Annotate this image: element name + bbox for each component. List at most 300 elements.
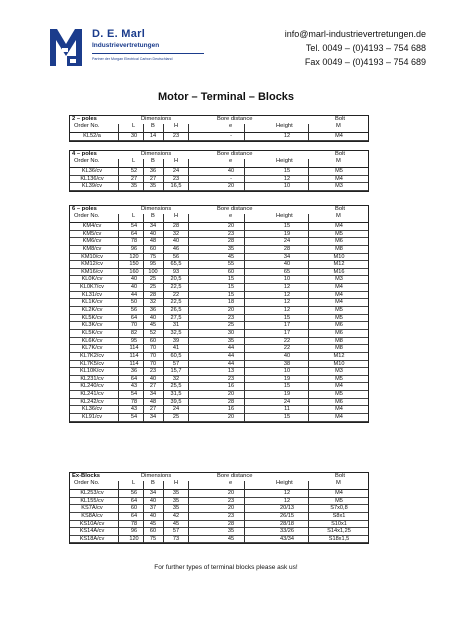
b-cell: 40	[149, 375, 157, 382]
table-row	[70, 490, 368, 498]
b-cell: 37	[149, 505, 157, 512]
table-row	[70, 238, 368, 246]
l-cell: 40	[130, 284, 138, 291]
table-row	[70, 322, 368, 330]
l-cell: 95	[130, 337, 138, 344]
col-b-header: B	[151, 480, 155, 486]
e-cell: 20	[227, 505, 235, 512]
e-cell: 15	[227, 284, 235, 291]
order-no-cell: KL36/cv	[81, 406, 103, 413]
column-divider	[244, 214, 245, 422]
l-cell: 150	[129, 261, 139, 268]
order-no-cell: KL240/cv	[80, 383, 104, 390]
m-cell: M4	[335, 291, 343, 298]
l-cell: 114	[129, 360, 139, 367]
l-cell: 96	[130, 528, 138, 535]
group-label: 6 – poles	[72, 206, 97, 212]
b-cell: 40	[149, 314, 157, 321]
height-cell: 15	[283, 223, 291, 229]
l-cell: 78	[130, 520, 138, 527]
h-cell: 65,5	[170, 261, 182, 268]
order-no-cell: KL5K/cv	[81, 329, 103, 336]
table-row	[70, 414, 368, 422]
column-divider	[244, 159, 245, 191]
fax-number: Fax 0049 – (0)4193 – 754 689	[304, 57, 426, 67]
col-b-header: B	[151, 158, 155, 164]
height-cell: 22	[283, 345, 291, 352]
b-cell: 34	[149, 414, 157, 421]
height-cell: 19	[283, 391, 291, 398]
b-cell: 34	[149, 391, 157, 398]
e-cell: 15	[227, 291, 235, 298]
table-row	[70, 246, 368, 254]
terminal-table	[69, 205, 369, 423]
b-cell: 70	[149, 345, 157, 352]
l-cell: 120	[129, 535, 139, 542]
e-cell: 35	[227, 337, 235, 344]
e-cell: 60	[227, 268, 235, 275]
b-cell: 52	[149, 329, 157, 336]
e-cell: 20	[227, 183, 235, 190]
height-cell: 12	[283, 490, 291, 496]
height-cell: 26/15	[280, 512, 294, 519]
l-cell: 56	[130, 490, 138, 496]
m-cell: M6	[335, 238, 343, 245]
table-header	[70, 473, 368, 490]
h-cell: 32,5	[170, 329, 182, 336]
height-cell: 22	[283, 337, 291, 344]
b-cell: 36	[149, 168, 157, 174]
m-cell: M5	[335, 230, 343, 237]
l-cell: 70	[130, 322, 138, 329]
order-no-cell: KL0K/cv	[81, 276, 103, 283]
height-cell: 40	[283, 352, 291, 359]
b-cell: 36	[149, 307, 157, 314]
height-cell: 10	[283, 368, 291, 375]
col-h-header: H	[174, 480, 179, 486]
column-divider	[308, 481, 309, 543]
m-cell: M5	[335, 391, 343, 398]
height-header: Height	[276, 158, 293, 164]
l-cell: 36	[130, 368, 138, 375]
l-cell: 54	[130, 414, 138, 421]
terminal-table	[69, 150, 369, 192]
l-cell: 96	[130, 245, 138, 252]
company-subtitle: Industrievertretungen	[92, 42, 160, 49]
order-no-cell: KS8A/cv	[81, 512, 103, 519]
table-row	[70, 168, 368, 176]
m-cell: M3	[335, 276, 343, 283]
table-row	[70, 383, 368, 391]
b-cell: 25	[149, 284, 157, 291]
b-cell: 75	[149, 535, 157, 542]
company-logo	[48, 26, 84, 68]
b-cell: 60	[149, 245, 157, 252]
e-cell: 15	[227, 276, 235, 283]
h-cell: 32	[172, 375, 180, 382]
h-cell: 31,5	[170, 391, 182, 398]
h-cell: 24	[172, 406, 180, 413]
h-cell: 22,5	[170, 299, 182, 306]
column-divider	[188, 124, 189, 141]
b-cell: 34	[149, 223, 157, 229]
h-cell: 27,5	[170, 314, 182, 321]
m-cell: M4	[335, 490, 343, 496]
order-no-cell: KL5K/cv	[81, 314, 103, 321]
l-cell: 40	[130, 276, 138, 283]
m-cell: M6	[335, 322, 343, 329]
e-cell: -	[230, 175, 232, 182]
height-cell: 12	[283, 307, 291, 314]
height-cell: 17	[283, 329, 291, 336]
height-cell: 28	[283, 245, 291, 252]
order-no-cell: KL31/cv	[81, 291, 103, 298]
table-row	[70, 299, 368, 307]
table-row	[70, 176, 368, 184]
order-no-header: Order No.	[74, 123, 100, 129]
column-divider	[163, 159, 164, 191]
dimensions-header: Dimensions	[141, 473, 172, 479]
l-cell: 35	[130, 183, 138, 190]
table-row	[70, 292, 368, 300]
b-cell: 60	[149, 528, 157, 535]
order-no-cell: KL231/cv	[80, 375, 104, 382]
m-cell: M5	[335, 307, 343, 314]
order-no-cell: KM8/cv	[82, 245, 102, 252]
footer-note: For further types of terminal blocks please ask us!	[154, 564, 298, 571]
column-divider	[143, 159, 144, 191]
height-cell: 19	[283, 230, 291, 237]
e-cell: 28	[227, 238, 235, 245]
m-cell: M4	[335, 175, 343, 182]
h-cell: 39	[172, 337, 180, 344]
order-no-cell: KL0K7/cv	[80, 284, 104, 291]
order-no-cell: KL10K/cv	[80, 368, 104, 375]
table-row	[70, 315, 368, 323]
col-h-header: H	[174, 123, 179, 129]
order-no-header: Order No.	[74, 480, 100, 486]
table-row	[70, 353, 368, 361]
m-cell: S18x1,5	[328, 535, 350, 542]
h-cell: 20,5	[170, 276, 182, 283]
column-divider	[188, 214, 189, 422]
h-cell: 57	[172, 360, 180, 367]
column-divider	[244, 124, 245, 141]
dimensions-header: Dimensions	[141, 151, 172, 157]
column-divider	[143, 481, 144, 543]
column-divider	[118, 481, 119, 543]
m-cell: M4	[335, 133, 343, 139]
e-cell: 35	[227, 528, 235, 535]
l-cell: 64	[130, 314, 138, 321]
l-cell: 120	[129, 253, 139, 260]
h-cell: 24	[172, 168, 180, 174]
table-row	[70, 399, 368, 407]
table-header	[70, 206, 368, 223]
column-divider	[244, 481, 245, 543]
m-cell: M8	[335, 245, 343, 252]
order-no-cell: KL36/cv	[81, 168, 103, 174]
col-l-header: L	[132, 158, 136, 164]
m-cell: M4	[335, 284, 343, 291]
l-cell: 64	[130, 497, 138, 504]
height-cell: 34	[283, 253, 291, 260]
table-row	[70, 261, 368, 269]
height-cell: 24	[283, 398, 291, 405]
b-cell: 40	[149, 230, 157, 237]
table-row	[70, 376, 368, 384]
m-cell: M3	[335, 368, 343, 375]
b-cell: 75	[149, 253, 157, 260]
col-h-header: H	[174, 158, 179, 164]
order-no-cell: KL242/cv	[80, 398, 104, 405]
table-row	[70, 254, 368, 262]
h-cell: 35	[172, 497, 180, 504]
height-header: Height	[276, 480, 293, 486]
e-cell: 23	[227, 375, 235, 382]
bolt-header: Bolt	[335, 151, 345, 157]
b-cell: 28	[149, 291, 157, 298]
h-cell: 22	[172, 291, 180, 298]
l-cell: 43	[130, 383, 138, 390]
height-cell: 17	[283, 322, 291, 329]
bore-distance-header: Bore distance	[217, 473, 253, 479]
height-cell: 15	[283, 383, 291, 390]
e-cell: 16	[227, 406, 235, 413]
table-row	[70, 231, 368, 239]
height-cell: 38	[283, 360, 291, 367]
dimensions-header: Dimensions	[141, 206, 172, 212]
b-cell: 48	[149, 238, 157, 245]
height-cell: 28/18	[280, 520, 294, 527]
column-divider	[188, 481, 189, 543]
table-row	[70, 391, 368, 399]
h-cell: 16,5	[170, 183, 182, 190]
e-cell: 28	[227, 520, 235, 527]
contact-block	[285, 27, 426, 69]
e-cell: 20	[227, 391, 235, 398]
table-row	[70, 513, 368, 521]
h-cell: 56	[172, 253, 180, 260]
m-cell: M5	[335, 314, 343, 321]
l-cell: 54	[130, 223, 138, 229]
b-cell: 70	[149, 360, 157, 367]
height-cell: 12	[283, 133, 291, 139]
b-cell: 48	[149, 398, 157, 405]
order-no-cell: KM5/cv	[82, 230, 102, 237]
b-cell: 35	[149, 183, 157, 190]
height-cell: 65	[283, 268, 291, 275]
col-h-header: H	[174, 213, 179, 219]
h-cell: 31	[172, 322, 180, 329]
h-cell: 42	[172, 512, 180, 519]
column-divider	[118, 159, 119, 191]
table-row	[70, 536, 368, 544]
column-divider	[163, 481, 164, 543]
bore-distance-header: Bore distance	[217, 151, 253, 157]
m-cell: M12	[333, 352, 345, 359]
bolt-header: Bolt	[335, 116, 345, 122]
order-no-cell: KL1K/cv	[81, 299, 103, 306]
order-no-cell: KS18A/cv	[79, 535, 105, 542]
l-cell: 44	[130, 291, 138, 298]
l-cell: 78	[130, 398, 138, 405]
h-cell: 35	[172, 505, 180, 512]
m-cell: M4	[335, 299, 343, 306]
l-cell: 27	[130, 175, 138, 182]
b-cell: 25	[149, 276, 157, 283]
terminal-table	[69, 115, 369, 142]
bolt-header: Bolt	[335, 473, 345, 479]
table-row	[70, 133, 368, 141]
l-cell: 114	[129, 345, 139, 352]
height-header: Height	[276, 213, 293, 219]
column-divider	[188, 159, 189, 191]
col-b-header: B	[151, 123, 155, 129]
group-label: 4 – poles	[72, 151, 97, 157]
l-cell: 64	[130, 375, 138, 382]
l-cell: 114	[129, 352, 139, 359]
l-cell: 56	[130, 307, 138, 314]
h-cell: 45	[172, 520, 180, 527]
height-header: Height	[276, 123, 293, 129]
m-cell: M4	[335, 223, 343, 229]
height-cell: 33/26	[280, 528, 294, 535]
h-cell: 93	[172, 268, 180, 275]
order-no-cell: KL155/cv	[80, 497, 104, 504]
height-cell: 19	[283, 375, 291, 382]
column-divider	[118, 124, 119, 141]
e-cell: 30	[227, 329, 235, 336]
m-cell: M8	[335, 337, 343, 344]
h-cell: 22,5	[170, 284, 182, 291]
order-no-cell: KL39/cv	[81, 183, 103, 190]
table-row	[70, 183, 368, 191]
e-cell: 23	[227, 230, 235, 237]
col-m-header: M	[336, 123, 341, 129]
m-cell: M3	[335, 183, 343, 190]
dimensions-header: Dimensions	[141, 116, 172, 122]
bore-distance-header: Bore distance	[217, 206, 253, 212]
h-cell: 60,5	[170, 352, 182, 359]
table-row	[70, 330, 368, 338]
e-cell: 20	[227, 490, 235, 496]
height-cell: 10	[283, 183, 291, 190]
col-l-header: L	[132, 480, 136, 486]
l-cell: 52	[130, 168, 138, 174]
e-cell: 44	[227, 360, 235, 367]
company-tagline: Partner der Morgan Electrical Carbon Deutschland	[92, 57, 173, 61]
order-no-cell: KL241/cv	[80, 391, 104, 398]
height-cell: 12	[283, 284, 291, 291]
order-no-cell: KM6/cv	[82, 238, 102, 245]
h-cell: 25,5	[170, 383, 182, 390]
column-divider	[118, 214, 119, 422]
m-cell: S8x1	[332, 512, 346, 519]
email-link[interactable]: info@marl-industrievertretungen.de	[284, 29, 426, 39]
h-cell: 25	[172, 414, 180, 421]
e-cell: 55	[227, 261, 235, 268]
l-cell: 160	[129, 268, 139, 275]
page-title: Motor – Terminal – Blocks	[157, 91, 295, 103]
m-cell: M4	[335, 383, 343, 390]
column-divider	[308, 214, 309, 422]
e-cell: 45	[227, 253, 235, 260]
h-cell: 23	[172, 175, 180, 182]
phone-number: Tel. 0049 – (0)4193 – 754 688	[305, 43, 426, 53]
e-cell: 20	[227, 307, 235, 314]
height-cell: 12	[283, 175, 291, 182]
e-cell: 13	[227, 368, 235, 375]
column-divider	[308, 124, 309, 141]
order-no-cell: KL7K5/cv	[80, 360, 104, 367]
m-cell: S14x1,25	[327, 528, 351, 535]
group-label: Ex-Blocks	[72, 473, 101, 479]
h-cell: 40	[172, 238, 180, 245]
group-label: 2 – poles	[72, 116, 97, 122]
order-no-cell: KS14A/cv	[79, 528, 105, 535]
m-cell: S10x1	[331, 520, 347, 527]
b-cell: 45	[149, 322, 157, 329]
e-cell: 23	[227, 497, 235, 504]
order-no-cell: KL91/cv	[81, 414, 103, 421]
height-cell: 15	[283, 314, 291, 321]
order-no-cell: KL6K/cv	[81, 337, 103, 344]
col-e-header: e	[229, 213, 233, 219]
order-no-cell: KS7A/cv	[81, 505, 103, 512]
col-m-header: M	[336, 213, 341, 219]
col-m-header: M	[336, 158, 341, 164]
height-cell: 20/13	[280, 505, 294, 512]
e-cell: 20	[227, 223, 235, 229]
order-no-cell: KL2K/cv	[81, 307, 103, 314]
table-row	[70, 307, 368, 315]
table-row	[70, 368, 368, 376]
order-no-cell: KL7K/cv	[81, 345, 103, 352]
height-cell: 12	[283, 291, 291, 298]
h-cell: 41	[172, 345, 180, 352]
e-cell: 44	[227, 352, 235, 359]
table-row	[70, 284, 368, 292]
l-cell: 64	[130, 512, 138, 519]
column-divider	[163, 214, 164, 422]
l-cell: 54	[130, 391, 138, 398]
m-cell: M5	[335, 168, 343, 174]
order-no-cell: KL3K/cv	[81, 322, 103, 329]
h-cell: 46	[172, 245, 180, 252]
height-cell: 12	[283, 299, 291, 306]
order-no-cell: KL136/cv	[80, 175, 104, 182]
e-cell: 44	[227, 345, 235, 352]
l-cell: 43	[130, 406, 138, 413]
b-cell: 32	[149, 299, 157, 306]
table-row	[70, 521, 368, 529]
order-no-cell: KM4/cv	[82, 223, 102, 229]
m-cell: M6	[335, 398, 343, 405]
h-cell: 15,7	[170, 368, 182, 375]
b-cell: 60	[149, 337, 157, 344]
column-divider	[143, 214, 144, 422]
m-cell: M5	[335, 497, 343, 504]
h-cell: 23	[172, 133, 180, 139]
h-cell: 26,5	[170, 307, 182, 314]
m-cell: S7x0,8	[330, 505, 348, 512]
company-divider	[92, 53, 204, 54]
table-row	[70, 505, 368, 513]
col-e-header: e	[229, 158, 233, 164]
e-cell: 20	[227, 414, 235, 421]
table-row	[70, 338, 368, 346]
